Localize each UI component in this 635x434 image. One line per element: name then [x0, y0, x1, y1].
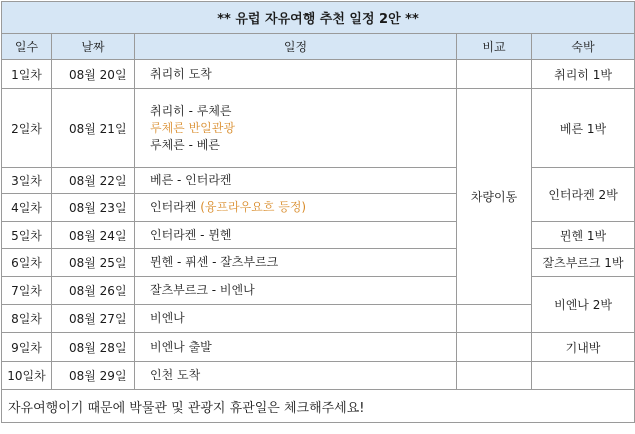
stay-cell-empty	[532, 362, 635, 390]
date-cell: 08월 24일	[52, 222, 135, 249]
day-cell: 10일차	[2, 362, 52, 390]
day-cell: 7일차	[2, 277, 52, 305]
table-row	[2, 277, 635, 305]
day-cell: 3일차	[2, 168, 52, 194]
header-schedule: 일정	[135, 34, 457, 60]
stay-cell: 비엔나 2박	[532, 277, 635, 333]
day-cell: 9일차	[2, 333, 52, 362]
table-row	[2, 222, 635, 249]
date-cell: 08월 20일	[52, 60, 135, 89]
schedule-line: 취리히 - 루체른	[150, 103, 232, 118]
schedule-cell: 비엔나	[135, 305, 457, 333]
schedule-cell: 비엔나 출발	[135, 333, 457, 362]
schedule-cell: 뮌헨 - 퓌센 - 잘츠부르크	[135, 249, 457, 277]
stay-cell: 취리히 1박	[532, 60, 635, 89]
schedule-line-highlight: (융프라우요흐 등정)	[200, 200, 307, 214]
table-title: ** 유럽 자유여행 추천 일정 2안 **	[2, 2, 635, 34]
header-row	[2, 34, 635, 60]
day-cell: 5일차	[2, 222, 52, 249]
table-row	[2, 60, 635, 89]
schedule-line: 인터라켄	[150, 200, 201, 214]
date-cell: 08월 22일	[52, 168, 135, 194]
note-cell-transport: 차량이동	[457, 89, 532, 305]
date-cell: 08월 25일	[52, 249, 135, 277]
date-cell: 08월 21일	[52, 89, 135, 168]
date-cell: 08월 29일	[52, 362, 135, 390]
header-day: 일수	[2, 34, 52, 60]
header-stay: 숙박	[532, 34, 635, 60]
stay-cell: 기내박	[532, 333, 635, 362]
stay-cell: 잘츠부르크 1박	[532, 249, 635, 277]
schedule-cell: 베른 - 인터라켄	[135, 168, 457, 194]
table-row	[2, 333, 635, 362]
schedule-cell: 인천 도착	[135, 362, 457, 390]
schedule-line: 루체른 - 베른	[150, 137, 220, 152]
date-cell: 08월 23일	[52, 194, 135, 222]
day-cell: 2일차	[2, 89, 52, 168]
schedule-cell	[135, 194, 457, 222]
day-cell: 8일차	[2, 305, 52, 333]
note-cell-empty	[457, 305, 532, 333]
stay-cell: 베른 1박	[532, 89, 635, 168]
stay-cell: 뮌헨 1박	[532, 222, 635, 249]
note-cell-empty	[457, 60, 532, 89]
table-row	[2, 362, 635, 390]
day-cell: 6일차	[2, 249, 52, 277]
header-note: 비교	[457, 34, 532, 60]
stay-cell: 인터라켄 2박	[532, 168, 635, 222]
note-cell-empty	[457, 333, 532, 362]
date-cell: 08월 26일	[52, 277, 135, 305]
schedule-line-highlight: 루체른 반일관광	[150, 120, 235, 135]
note-cell-empty	[457, 362, 532, 390]
schedule-cell: 인터라켄 - 뮌헨	[135, 222, 457, 249]
schedule-cell	[135, 89, 457, 168]
table-row	[2, 89, 635, 168]
day-cell: 1일차	[2, 60, 52, 89]
schedule-cell: 잘츠부르크 - 비엔나	[135, 277, 457, 305]
itinerary-table	[1, 1, 635, 423]
footer-note: 자유여행이기 때문에 박물관 및 관광지 휴관일은 체크해주세요!	[2, 390, 635, 423]
header-date: 날짜	[52, 34, 135, 60]
day-cell: 4일차	[2, 194, 52, 222]
date-cell: 08월 28일	[52, 333, 135, 362]
date-cell: 08월 27일	[52, 305, 135, 333]
table-row	[2, 168, 635, 194]
table-row	[2, 249, 635, 277]
schedule-cell: 취리히 도착	[135, 60, 457, 89]
